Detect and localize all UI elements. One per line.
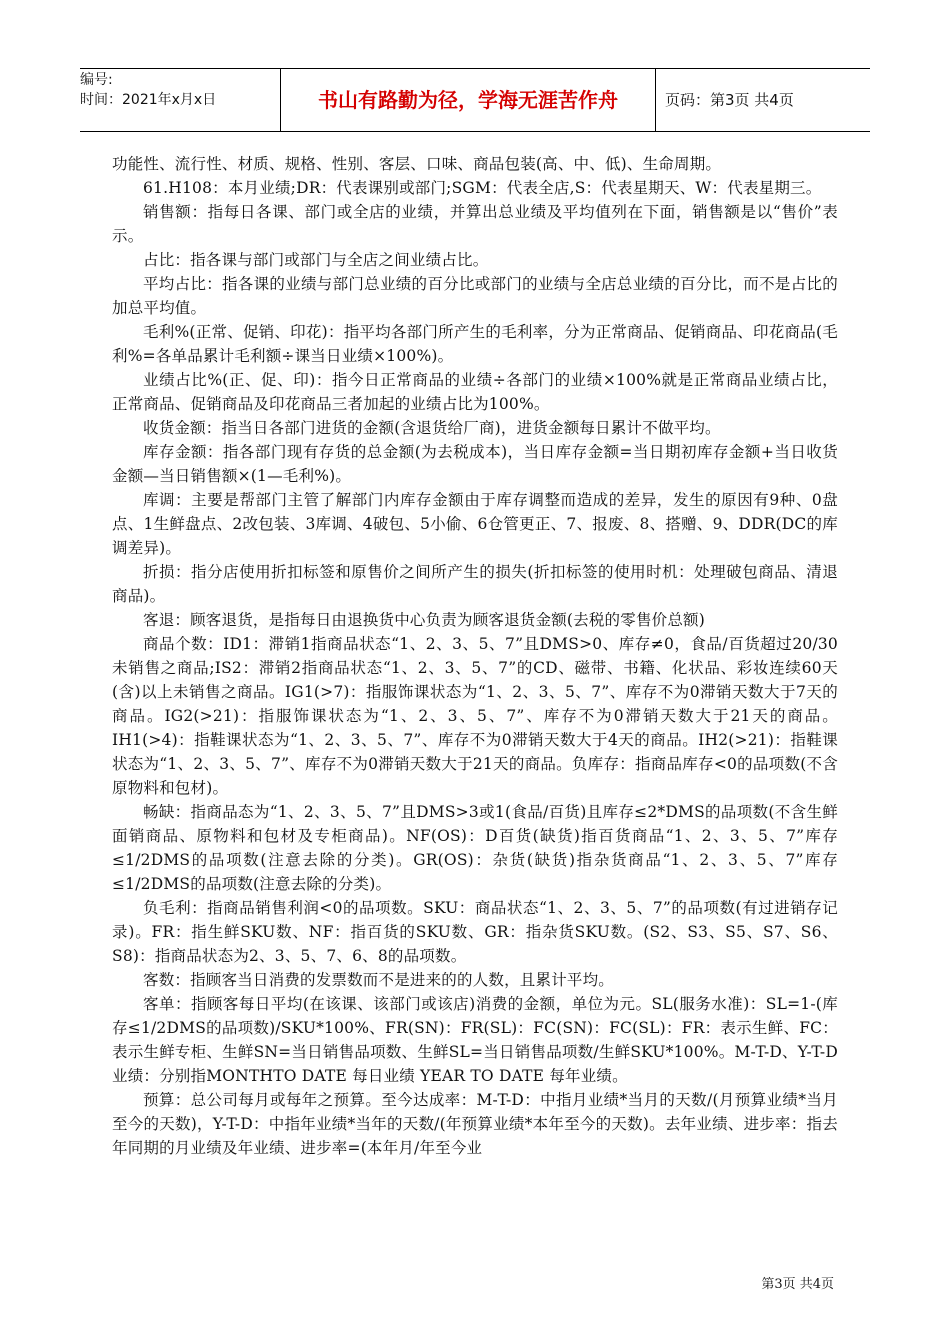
page-footer: 第3页 共4页 (761, 1277, 834, 1292)
paragraph: 客退：顾客退货，是指每日由退换货中心负责为顾客退货金额(去税的零售价总额) (143, 611, 705, 629)
header-page-info: 页码：第3页 共4页 (665, 91, 794, 109)
paragraph: 负毛利：指商品销售利润<0的品项数。SKU：商品状态“1、2、3、5、7”的品项数(有过进销存记录)。FR：指生鲜SKU数、NF：指百货的SKU数、GR：指杂货SKU数。(S2、S3、S5、S7、S6、S8)：指商品状态为2、3、5、7、6、8的品项数。 (112, 899, 838, 965)
paragraph: 占比：指各课与部门或部门与全店之间业绩占比。 (143, 251, 489, 269)
paragraph: 功能性、流行性、材质、规格、性别、客层、口味、商品包装(高、中、低)、生命周期。 (112, 155, 722, 173)
paragraph: 收货金额：指当日各部门进货的金额(含退货给厂商)，进货金额每日累计不做平均。 (143, 419, 721, 437)
paragraph: 畅缺：指商品态为“1、2、3、5、7”且DMS>3或1(食品/百货)且库存≤2*DMS的品项数(不含生鲜面销商品、原物料和包材及专柜商品)。NF(OS)：D百货(缺货)指百货商品“1、2、3、5、7”库存≤1/2DMS的品项数(注意去除的分类)。GR(OS)：杂货(缺货)指杂货商品“1、2、3、5、7”库存≤1/2DMS的品项数(注意去除的分类)。 (112, 803, 838, 893)
paragraph: 预算：总公司每月或每年之预算。至今达成率：M-T-D：中指月业绩*当月的天数/(月预算业绩*当月至今的天数)，Y-T-D：中指年业绩*当年的天数/(年预算业绩*本年至今的天数)。去年业绩、进步率：指去年同期的月业绩及年业绩、进步率=(本年月/年至今业 (112, 1091, 838, 1157)
page-header (80, 68, 870, 132)
paragraph: 61.H108：本月业绩;DR：代表课别或部门;SGM：代表全店,S：代表星期天、W：代表星期三。 (143, 179, 822, 197)
paragraph: 客数：指顾客当日消费的发票数而不是进来的的人数，且累计平均。 (143, 971, 615, 989)
paragraph: 库调：主要是帮部门主管了解部门内库存金额由于库存调整而造成的差异，发生的原因有9种、0盘点、1生鲜盘点、2改包装、3库调、4破包、5小偷、6仓管更正、7、报废、8、搭赠、9、DDR(DC的库调差异)。 (112, 491, 838, 557)
header-motto: 书山有路勤为径，学海无涯苦作舟 (280, 69, 656, 131)
paragraph: 平均占比：指各课的业绩与部门总业绩的百分比或部门的业绩与全店总业绩的百分比，而不是占比的加总平均值。 (112, 275, 838, 317)
paragraph: 毛利%(正常、促销、印花)：指平均各部门所产生的毛利率，分为正常商品、促销商品、印花商品(毛利%=各单品累计毛利额÷课当日业绩×100%)。 (112, 323, 838, 365)
paragraph: 销售额：指每日各课、部门或全店的业绩，并算出总业绩及平均值列在下面，销售额是以“售价”表示。 (112, 203, 838, 245)
paragraph: 业绩占比%(正、促、印)：指今日正常商品的业绩÷各部门的业绩×100%就是正常商品业绩占比，正常商品、促销商品及印花商品三者加起的业绩占比为100%。 (112, 371, 838, 413)
document-date: 时间：2021年x月x日 (80, 92, 217, 108)
document-body (112, 152, 838, 1160)
paragraph: 库存金额：指各部门现有存货的总金额(为去税成本)，当日库存金额=当日期初库存金额+当日收货金额—当日销售额×(1—毛利%)。 (112, 443, 838, 485)
document-number-label: 编号: (80, 72, 113, 88)
paragraph: 客单：指顾客每日平均(在该课、该部门或该店)消费的金额，单位为元。SL(服务水准)：SL=1-(库存≤1/2DMS的品项数)/SKU*100%、FR(SN)：FR(SL)：FC(SN)：FC(SL)：FR：表示生鲜、FC：表示生鲜专柜、生鲜SN=当日销售品项数、生鲜SL=当日销售品项数/生鲜SKU*100%。M-T-D、Y-T-D业绩：分别指MONTHTO DATE 每日业绩 YEAR TO DATE 每年业绩。 (112, 995, 838, 1085)
header-meta (80, 69, 280, 132)
paragraph: 商品个数：ID1：滞销1指商品状态“1、2、3、5、7”且DMS>0、库存≠0，食品/百货超过20/30未销售之商品;IS2：滞销2指商品状态“1、2、3、5、7”的CD、磁带、书籍、化状品、彩妆连续60天(含)以上未销售之商品。IG1(>7)：指服饰课状态为“1、2、3、5、7”、库存不为0滞销天数大于7天的商品。IG2(>21)：指服饰课状态为“1、2、3、5、7”、库存不为0滞销天数大于21天的商品。IH1(>4)：指鞋课状态为“1、2、3、5、7”、库存不为0滞销天数大于4天的商品。IH2(>21)：指鞋课状态为“1、2、3、5、7”、库存不为0滞销天数大于21天的商品。负库存：指商品库存<0的品项数(不含原物料和包材)。 (112, 635, 838, 797)
paragraph: 折损：指分店使用折扣标签和原售价之间所产生的损失(折扣标签的使用时机：处理破包商品、清退商品)。 (112, 563, 838, 605)
